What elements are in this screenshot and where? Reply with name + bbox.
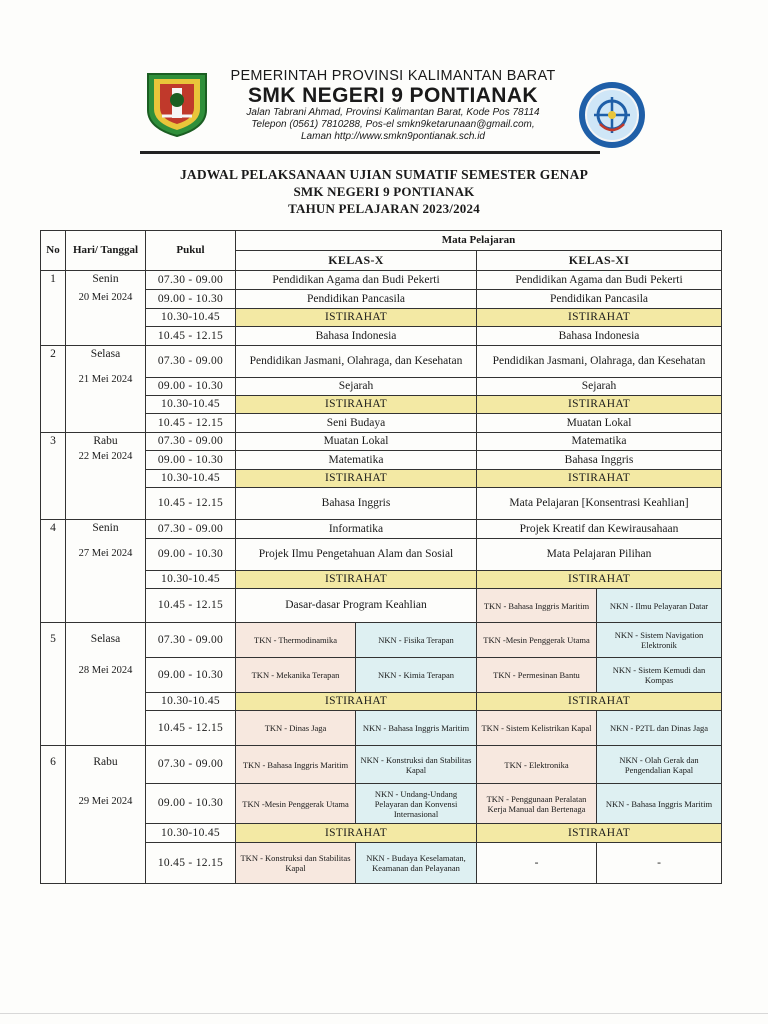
document-title xyxy=(0,166,768,217)
title-line-2: SMK NEGERI 9 PONTIANAK xyxy=(293,184,475,199)
break-cell-kelas-x: ISTIRAHAT xyxy=(236,693,477,711)
subject-kelas-x-nkn: NKN - Kimia Terapan xyxy=(356,658,477,693)
table-row xyxy=(41,623,722,658)
table-row xyxy=(41,746,722,784)
break-cell-kelas-xi: ISTIRAHAT xyxy=(477,470,722,488)
row-number-value: 4 xyxy=(50,522,56,534)
time-cell: 09.00 - 10.30 xyxy=(146,451,236,470)
time-cell: 09.00 - 10.30 xyxy=(146,784,236,824)
time-cell: 07.30 - 09.00 xyxy=(146,346,236,378)
row-number-value: 2 xyxy=(50,348,56,360)
subject-kelas-x: Sejarah xyxy=(236,378,477,396)
subject-kelas-xi-nkn: NKN - Sistem Kemudi dan Kompas xyxy=(597,658,722,693)
subject-kelas-xi-nkn: NKN - Sistem Navigation Elektronik xyxy=(597,623,722,658)
title-line-1: JADWAL PELAKSANAAN UJIAN SUMATIF SEMESTER GENAP xyxy=(179,167,589,182)
time-cell: 07.30 - 09.00 xyxy=(146,271,236,290)
subject-kelas-xi-nkn: NKN - Olah Gerak dan Pengendalian Kapal xyxy=(597,746,722,784)
row-number xyxy=(41,271,66,346)
subject-kelas-x-tkn: TKN - Thermodinamika xyxy=(236,623,356,658)
subject-kelas-xi-tkn: TKN - Permesinan Bantu xyxy=(477,658,597,693)
subject-kelas-x-tkn: TKN - Mekanika Terapan xyxy=(236,658,356,693)
government-line: PEMERINTAH PROVINSI KALIMANTAN BARAT xyxy=(230,68,556,84)
subject-kelas-x-tkn: TKN -Mesin Penggerak Utama xyxy=(236,784,356,824)
subject-kelas-xi: Matematika xyxy=(477,433,722,451)
subject-kelas-xi: Sejarah xyxy=(477,378,722,396)
subject-kelas-xi: Bahasa Indonesia xyxy=(477,327,722,346)
time-cell: 09.00 - 10.30 xyxy=(146,539,236,571)
subject-kelas-xi: Pendidikan Jasmani, Olahraga, dan Kesehatan xyxy=(477,346,722,378)
time-cell: 09.00 - 10.30 xyxy=(146,658,236,693)
header-kelas-x: KELAS-X xyxy=(236,251,477,271)
subject-kelas-x: Seni Budaya xyxy=(236,414,477,433)
title-line-3: TAHUN PELAJARAN 2023/2024 xyxy=(288,201,480,216)
day-name: Rabu xyxy=(93,756,118,768)
address-line: Jalan Tabrani Ahmad, Provinsi Kalimantan Barat, Kode Pos 78114 xyxy=(246,107,540,118)
time-cell: 07.30 - 09.00 xyxy=(146,520,236,539)
time-cell: 10.30-10.45 xyxy=(146,571,236,589)
day-name: Selasa xyxy=(90,633,121,645)
day-date: 28 Mei 2024 xyxy=(78,665,133,676)
subject-kelas-x-tkn: TKN - Konstruksi dan Stabilitas Kapal xyxy=(236,843,356,884)
subject-kelas-xi-tkn: TKN - Sistem Kelistrikan Kapal xyxy=(477,711,597,746)
subject-kelas-xi-empty: - xyxy=(597,843,722,884)
subject-kelas-xi-nkn: NKN - P2TL dan Dinas Jaga xyxy=(597,711,722,746)
time-cell: 10.45 - 12.15 xyxy=(146,843,236,884)
time-cell: 10.45 - 12.15 xyxy=(146,589,236,623)
time-cell: 10.45 - 12.15 xyxy=(146,414,236,433)
header-row xyxy=(41,231,722,251)
subject-kelas-x-nkn: NKN - Undang-Undang Pelayaran dan Konvensi Internasional xyxy=(356,784,477,824)
break-cell-kelas-xi: ISTIRAHAT xyxy=(477,309,722,327)
subject-kelas-xi-tkn: TKN -Mesin Penggerak Utama xyxy=(477,623,597,658)
day-date: 20 Mei 2024 xyxy=(78,292,133,303)
day-name: Rabu xyxy=(93,435,118,447)
subject-kelas-x-nkn: NKN - Budaya Keselamatan, Keamanan dan Pelayanan xyxy=(356,843,477,884)
row-number xyxy=(41,746,66,884)
subject-kelas-xi: Mata Pelajaran Pilihan xyxy=(477,539,722,571)
day-date: 22 Mei 2024 xyxy=(78,451,133,462)
table-row xyxy=(41,433,722,451)
time-cell: 10.45 - 12.15 xyxy=(146,488,236,520)
time-cell: 10.30-10.45 xyxy=(146,396,236,414)
subject-kelas-x: Pendidikan Pancasila xyxy=(236,290,477,309)
time-cell: 09.00 - 10.30 xyxy=(146,378,236,396)
subject-kelas-xi: Pendidikan Agama dan Budi Pekerti xyxy=(477,271,722,290)
letterhead xyxy=(218,68,568,143)
subject-kelas-xi-tkn: TKN - Bahasa Inggris Maritim xyxy=(477,589,597,623)
subject-kelas-xi-tkn: TKN - Elektronika xyxy=(477,746,597,784)
subject-kelas-xi: Muatan Lokal xyxy=(477,414,722,433)
subject-kelas-xi-tkn: TKN - Penggunaan Peralatan Kerja Manual dan Bertenaga xyxy=(477,784,597,824)
day-name: Senin xyxy=(92,273,119,285)
time-cell: 07.30 - 09.00 xyxy=(146,746,236,784)
day-date: 29 Mei 2024 xyxy=(78,796,133,807)
school-name: SMK NEGERI 9 PONTIANAK xyxy=(248,84,538,107)
header-mata-pelajaran: Mata Pelajaran xyxy=(236,231,722,251)
day-date: 27 Mei 2024 xyxy=(78,548,133,559)
header-kelas-xi: KELAS-XI xyxy=(477,251,722,271)
subject-kelas-xi-empty: - xyxy=(477,843,597,884)
time-cell: 10.30-10.45 xyxy=(146,693,236,711)
break-cell-kelas-x: ISTIRAHAT xyxy=(236,470,477,488)
row-number xyxy=(41,346,66,433)
day-date: 21 Mei 2024 xyxy=(78,374,133,385)
header-no: No xyxy=(41,231,66,271)
subject-kelas-xi: Bahasa Inggris xyxy=(477,451,722,470)
subject-kelas-x-nkn: NKN - Fisika Terapan xyxy=(356,623,477,658)
subject-kelas-x: Muatan Lokal xyxy=(236,433,477,451)
exam-schedule-table xyxy=(40,230,722,884)
subject-kelas-x: Pendidikan Jasmani, Olahraga, dan Kesehatan xyxy=(236,346,477,378)
subject-kelas-xi-nkn: NKN - Bahasa Inggris Maritim xyxy=(597,784,722,824)
row-number-value: 6 xyxy=(50,756,56,768)
row-number-value: 5 xyxy=(50,633,56,645)
break-cell-kelas-x: ISTIRAHAT xyxy=(236,309,477,327)
subject-kelas-x: Informatika xyxy=(236,520,477,539)
header-hari-tanggal: Hari/ Tanggal xyxy=(66,231,146,271)
table-row xyxy=(41,271,722,290)
page-edge xyxy=(0,1013,768,1014)
break-cell-kelas-xi: ISTIRAHAT xyxy=(477,693,722,711)
subject-kelas-x: Projek Ilmu Pengetahuan Alam dan Sosial xyxy=(236,539,477,571)
subject-kelas-x: Dasar-dasar Program Keahlian xyxy=(236,589,477,623)
day-name: Senin xyxy=(92,522,119,534)
time-cell: 10.30-10.45 xyxy=(146,309,236,327)
day-cell xyxy=(66,433,146,520)
break-cell-kelas-xi: ISTIRAHAT xyxy=(477,571,722,589)
header-pukul: Pukul xyxy=(146,231,236,271)
break-cell-kelas-x: ISTIRAHAT xyxy=(236,396,477,414)
subject-kelas-x: Bahasa Indonesia xyxy=(236,327,477,346)
time-cell: 10.30-10.45 xyxy=(146,824,236,843)
row-number-value: 3 xyxy=(50,435,56,447)
day-cell xyxy=(66,623,146,746)
day-cell xyxy=(66,520,146,623)
row-number xyxy=(41,623,66,746)
break-cell-kelas-x: ISTIRAHAT xyxy=(236,824,477,843)
subject-kelas-x: Pendidikan Agama dan Budi Pekerti xyxy=(236,271,477,290)
website-line: Laman http://www.smkn9pontianak.sch.id xyxy=(301,131,485,142)
break-cell-kelas-xi: ISTIRAHAT xyxy=(477,396,722,414)
day-cell xyxy=(66,271,146,346)
break-cell-kelas-x: ISTIRAHAT xyxy=(236,571,477,589)
day-cell xyxy=(66,746,146,884)
time-cell: 07.30 - 09.00 xyxy=(146,623,236,658)
kalbar-province-emblem-icon xyxy=(142,70,212,138)
day-cell xyxy=(66,346,146,433)
table-row xyxy=(41,520,722,539)
day-name: Selasa xyxy=(90,348,121,360)
subject-kelas-x-tkn: TKN - Dinas Jaga xyxy=(236,711,356,746)
subject-kelas-x-tkn: TKN - Bahasa Inggris Maritim xyxy=(236,746,356,784)
time-cell: 10.45 - 12.15 xyxy=(146,327,236,346)
school-emblem-icon xyxy=(576,80,648,150)
time-cell: 10.30-10.45 xyxy=(146,470,236,488)
subject-kelas-x: Matematika xyxy=(236,451,477,470)
subject-kelas-x-nkn: NKN - Bahasa Inggris Maritim xyxy=(356,711,477,746)
letterhead-rule xyxy=(140,151,600,154)
contact-line: Telepon (0561) 7810288, Pos-el smkn9ketarunaan@gmail.com, xyxy=(251,119,535,130)
subject-kelas-xi: Projek Kreatif dan Kewirausahaan xyxy=(477,520,722,539)
subject-kelas-xi: Mata Pelajaran [Konsentrasi Keahlian] xyxy=(477,488,722,520)
time-cell: 07.30 - 09.00 xyxy=(146,433,236,451)
break-cell-kelas-xi: ISTIRAHAT xyxy=(477,824,722,843)
subject-kelas-x-nkn: NKN - Konstruksi dan Stabilitas Kapal xyxy=(356,746,477,784)
subject-kelas-xi-nkn: NKN - Ilmu Pelayaran Datar xyxy=(597,589,722,623)
table-row xyxy=(41,346,722,378)
subject-kelas-x: Bahasa Inggris xyxy=(236,488,477,520)
time-cell: 10.45 - 12.15 xyxy=(146,711,236,746)
row-number-value: 1 xyxy=(50,273,56,285)
time-cell: 09.00 - 10.30 xyxy=(146,290,236,309)
row-number xyxy=(41,520,66,623)
row-number xyxy=(41,433,66,520)
subject-kelas-xi: Pendidikan Pancasila xyxy=(477,290,722,309)
